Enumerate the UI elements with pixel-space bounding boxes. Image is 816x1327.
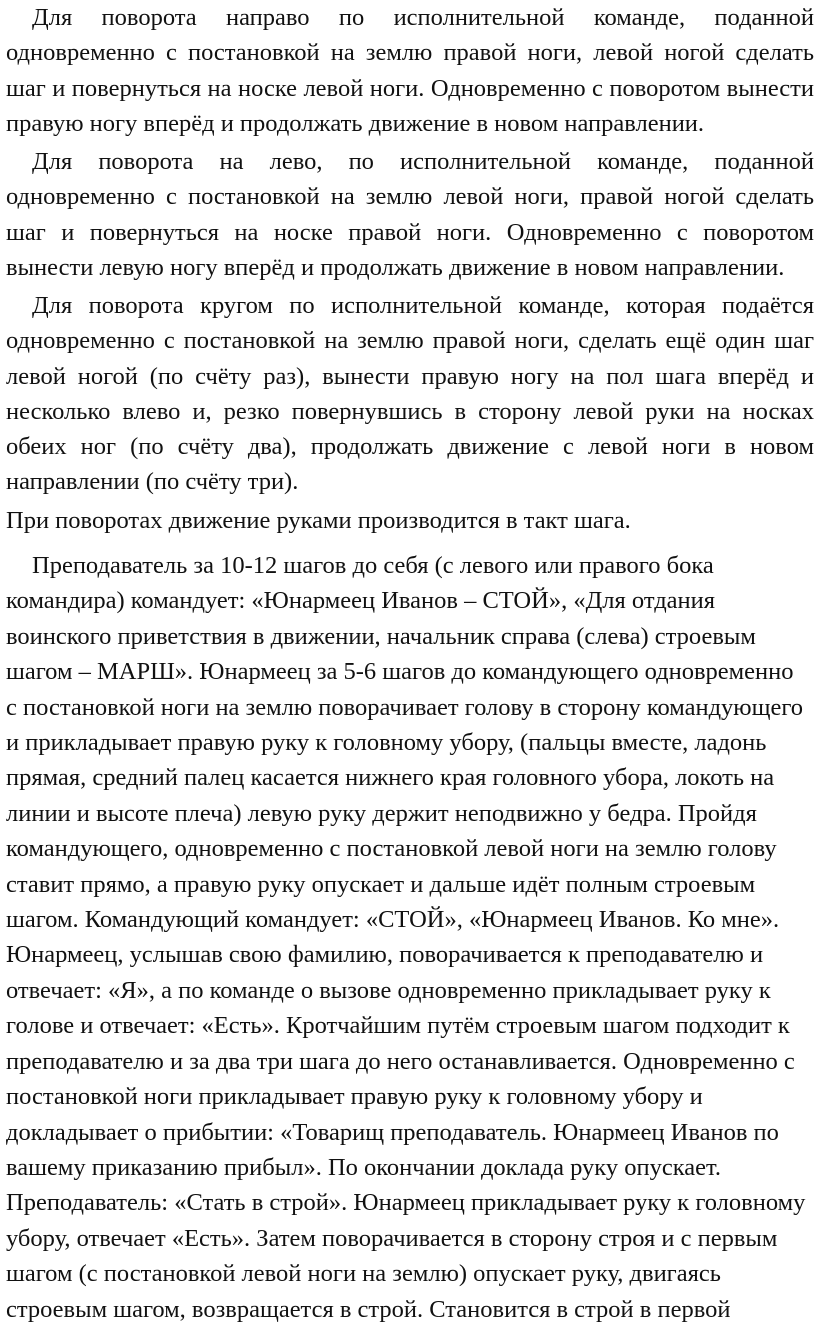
paragraph-salute-procedure: Преподаватель за 10-12 шагов до себя (с левого или правого бока командира) командует: «Юнармеец Иванов – СТОЙ», «Для отдания воинского приветствия в движении, начальник справа (слева) строевым шагом – МАРШ». Юнармеец за 5-6 шагов до командующего одновременно с постановкой ноги на землю поворачивает голову в сторону командующего и прикладывает правую руку к головному убору, (пальцы вместе, ладонь прямая, средний палец касается нижнего края головного убора, локоть на линии и высоте плеча) левую руку держит неподвижно у бедра. Пройдя командующего, одновременно с постановкой левой ноги на землю голову ставит прямо, а правую руку опускает и дальше идёт полным строевым шагом. Командующий командует: «СТОЙ», «Юнармеец Иванов. Ко мне». Юнармеец, услышав свою фамилию, поворачивается к преподавателю и отвечает: «Я», а по команде о вызове одновременно прикладывает руку к голове и отвечает: «Есть». Кротчайшим путём строевым шагом подходит к преподавателю и за два три шага до него останавливается. Одновременно с постановкой ноги прикладывает правую руку к головному убору и докладывает о прибытии: «Товарищ преподаватель. Юнармеец Иванов по вашему приказанию прибыл». По окончании доклада руку опускает. Преподаватель: «Стать в строй». Юнармеец прикладывает руку к головному убору, отвечает «Есть». Затем поворачивается в сторону строя и с первым шагом (с постановкой левой ноги на землю) опускает руку, двигаясь строевым шагом, возвращается в строй. Становится в строй в первой [6, 552, 806, 1323]
paragraph-turn-left: Для поворота на лево, по исполнительной команде, поданной одновременно с постановкой на землю левой ноги, правой ногой сделать шаг и повернуться на носке правой ноги. Одновременно с поворотом вынести левую ногу вперёд и продолжать движение в новом направлении. [6, 148, 814, 281]
paragraph-turn-right: Для поворота направо по исполнительной команде, поданной одновременно с постановкой на землю правой ноги, левой ногой сделать шаг и повернуться на носке левой ноги. Одновременно с поворотом вынести правую ногу вперёд и продолжать движение в новом направлении. [6, 4, 814, 137]
paragraph-turn-around: Для поворота кругом по исполнительной команде, которая подаётся одновременно с постановкой на землю правой ноги, сделать ещё один шаг левой ногой (по счёту раз), вынести правую ногу на пол шага вперёд и несколько влево и, резко повернувшись в сторону левой руки на носках обеих ног (по счёту два), продолжать движение с левой ноги в новом направлении (по счёту три). [6, 292, 814, 496]
paragraph-arm-movement: При поворотах движение руками производится в такт шага. [6, 507, 631, 534]
